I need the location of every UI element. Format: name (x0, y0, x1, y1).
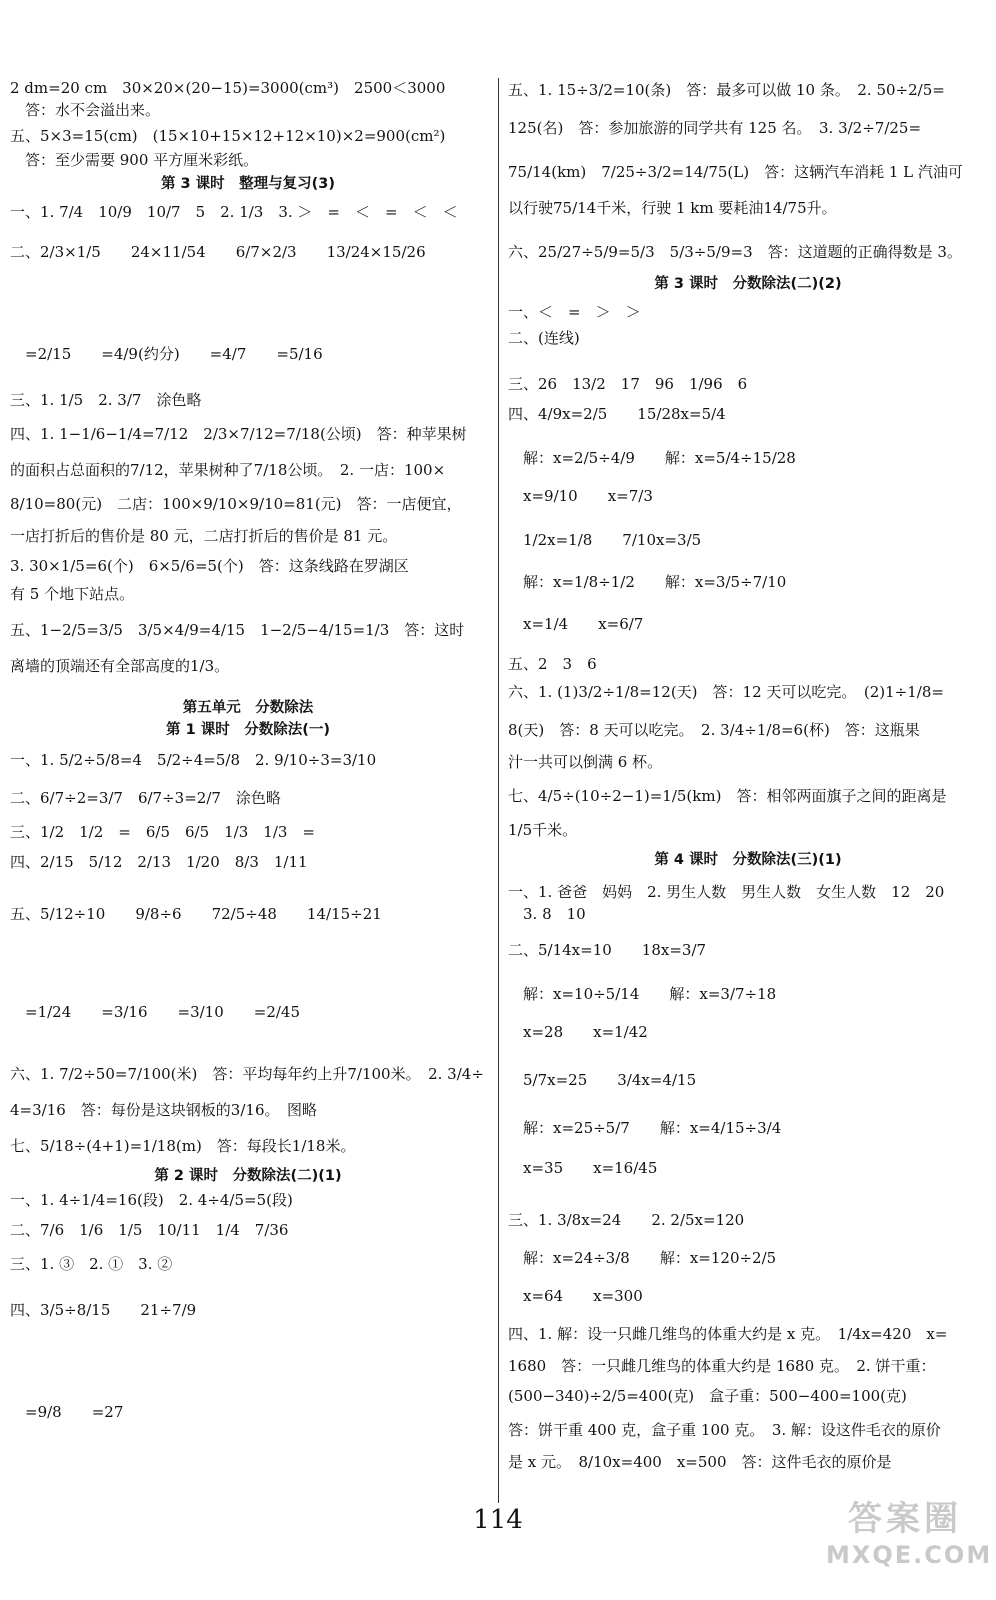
right-line: x=28 x=1/42 (508, 1023, 648, 1041)
left-line: 五、1−2/5=3/5 3/5×4/9=4/15 1−2/5−4/15=1/3 答：这时 (10, 621, 465, 639)
right-line: 1/5千米。 (508, 821, 578, 839)
right-line: 三、26 13/2 17 96 1/96 6 (508, 375, 748, 393)
right-line: 125(名) 答：参加旅游的同学共有 125 名。 3. 3/2÷7/25= (508, 119, 922, 137)
right-line: 一、＜ = ＞ ＞ (508, 303, 641, 321)
left-line: =1/24 =3/16 =3/10 =2/45 (10, 1003, 301, 1021)
left-line: 三、1. ③ 2. ① 3. ② (10, 1255, 173, 1273)
right-line: 1680 答：一只雌几维鸟的体重大约是 1680 克。 2. 饼干重： (508, 1357, 936, 1375)
left-line: 四、1. 1−1/6−1/4=7/12 2/3×7/12=7/18(公顷) 答：种苹果树 (10, 425, 467, 443)
left-line: 三、1/2 1/2 = 6/5 6/5 1/3 1/3 = (10, 823, 315, 841)
right-line: 第 4 课时 分数除法(三)(1) (654, 852, 842, 868)
left-line: 六、1. 7/2÷50=7/100(米) 答：平均每年约上升7/100米。 2. 3/4÷ (10, 1065, 484, 1083)
right-line: 三、1. 3/8x=24 2. 2/5x=120 (508, 1211, 745, 1229)
right-line: 解：x=1/8÷1/2 解：x=3/5÷7/10 (508, 573, 787, 591)
right-line: 解：x=25÷5/7 解：x=4/15÷3/4 (508, 1119, 782, 1137)
right-line: x=9/10 x=7/3 (508, 487, 653, 505)
right-line: 六、25/27÷5/9=5/3 5/3÷5/9=3 答：这道题的正确得数是 3。 (508, 243, 962, 261)
left-line: 五、5/12÷10 9/8÷6 72/5÷48 14/15÷21 (10, 905, 382, 923)
right-line: 二、5/14x=10 18x=3/7 (508, 941, 707, 959)
right-line: 六、1. (1)3/2÷1/8=12(天) 答：12 天可以吃完。 (2)1÷1/8= (508, 683, 944, 701)
column-divider (498, 78, 499, 1503)
left-line: 8/10=80(元) 二店：100×9/10×9/10=81(元) 答：一店便宜， (10, 495, 462, 513)
right-line: 汁一共可以倒满 6 杯。 (508, 753, 663, 771)
left-line: 二、7/6 1/6 1/5 10/11 1/4 7/36 (10, 1221, 289, 1239)
right-line: 第 3 课时 分数除法(二)(2) (654, 276, 842, 292)
page-number: 114 (473, 1505, 523, 1535)
right-line: (500−340)÷2/5=400(克) 盒子重：500−400=100(克) (508, 1387, 907, 1405)
right-line: 1/2x=1/8 7/10x=3/5 (508, 531, 702, 549)
left-line: 一、1. 5/2÷5/8=4 5/2÷4=5/8 2. 9/10÷3=3/10 (10, 751, 377, 769)
left-line: 答：至少需要 900 平方厘米彩纸。 (10, 151, 259, 169)
right-line: 75/14(km) 7/25÷3/2=14/75(L) 答：这辆汽车消耗 1 L 汽油可 (508, 163, 963, 181)
watermark-url: MXQE.COM (826, 1541, 993, 1569)
left-line: 第 1 课时 分数除法(一) (166, 722, 330, 738)
right-line: x=35 x=16/45 (508, 1159, 658, 1177)
right-line: 答：饼干重 400 克，盒子重 100 克。 3. 解：设这件毛衣的原价 (508, 1421, 941, 1439)
right-line: 3. 8 10 (508, 905, 586, 923)
left-line: 一店打折后的售价是 80 元，二店打折后的售价是 81 元。 (10, 527, 398, 545)
watermark-logo (826, 1498, 993, 1572)
watermark-text: 答案圈 (848, 1499, 962, 1539)
left-line: 三、1. 1/5 2. 3/7 涂色略 (10, 391, 202, 409)
left-line: 答：水不会溢出来。 (10, 101, 161, 119)
left-line: 二、6/7÷2=3/7 6/7÷3=2/7 涂色略 (10, 789, 281, 807)
left-line: =9/8 =27 (10, 1403, 124, 1421)
right-line: 四、1. 解：设一只雌几维鸟的体重大约是 x 克。 1/4x=420 x= (508, 1325, 948, 1343)
left-line: 七、5/18÷(4+1)=1/18(m) 答：每段长1/18米。 (10, 1137, 356, 1155)
right-line: 8(天) 答：8 天可以吃完。 2. 3/4÷1/8=6(杯) 答：这瓶果 (508, 721, 920, 739)
left-line: 四、2/15 5/12 2/13 1/20 8/3 1/11 (10, 853, 308, 871)
right-line: 5/7x=25 3/4x=4/15 (508, 1071, 697, 1089)
right-line: 二、(连线) (508, 329, 580, 347)
left-line: 第 2 课时 分数除法(二)(1) (154, 1168, 342, 1184)
right-line: 是 x 元。 8/10x=400 x=500 答：这件毛衣的原价是 (508, 1453, 892, 1471)
right-line: 解：x=2/5÷4/9 解：x=5/4÷15/28 (508, 449, 796, 467)
right-line: 解：x=24÷3/8 解：x=120÷2/5 (508, 1249, 777, 1267)
left-line: 4=3/16 答：每份是这块钢板的3/16。 图略 (10, 1101, 317, 1119)
left-line: 二、2/3×1/5 24×11/54 6/7×2/3 13/24×15/26 (10, 243, 426, 261)
left-line: 的面积占总面积的7/12，苹果树种了7/18公顷。 2. 一店：100× (10, 461, 446, 479)
right-line: 以行驶75/14千米，行驶 1 km 要耗油14/75升。 (508, 199, 837, 217)
left-line: 第五单元 分数除法 (182, 700, 314, 716)
right-line: 解：x=10÷5/14 解：x=3/7÷18 (508, 985, 777, 1003)
left-line: 有 5 个地下站点。 (10, 585, 135, 603)
right-line: 四、4/9x=2/5 15/28x=5/4 (508, 405, 726, 423)
left-line: 五、5×3=15(cm) (15×10+15×12+12×10)×2=900(cm²) (10, 127, 446, 145)
left-line: 3. 30×1/5=6(个) 6×5/6=5(个) 答：这条线路在罗湖区 (10, 557, 409, 575)
right-line: x=1/4 x=6/7 (508, 615, 644, 633)
left-line: 第 3 课时 整理与复习(3) (160, 176, 336, 192)
right-line: 五、1. 15÷3/2=10(条) 答：最多可以做 10 条。 2. 50÷2/5= (508, 81, 945, 99)
left-line: 一、1. 7/4 10/9 10/7 5 2. 1/3 3. ＞ = ＜ = ＜ ＜ (10, 203, 458, 221)
left-line: 四、3/5÷8/15 21÷7/9 (10, 1301, 197, 1319)
left-line: 离墙的顶端还有全部高度的1/3。 (10, 657, 230, 675)
right-line: x=64 x=300 (508, 1287, 643, 1305)
left-line: 2 dm=20 cm 30×20×(20−15)=3000(cm³) 2500＜3000 (10, 79, 446, 97)
left-line: 一、1. 4÷1/4=16(段) 2. 4÷4/5=5(段) (10, 1191, 293, 1209)
right-line: 五、2 3 6 (508, 655, 597, 673)
left-line: =2/15 =4/9(约分) =4/7 =5/16 (10, 345, 323, 363)
right-line: 一、1. 爸爸 妈妈 2. 男生人数 男生人数 女生人数 12 20 (508, 883, 945, 901)
right-line: 七、4/5÷(10÷2−1)=1/5(km) 答：相邻两面旗子之间的距离是 (508, 787, 947, 805)
